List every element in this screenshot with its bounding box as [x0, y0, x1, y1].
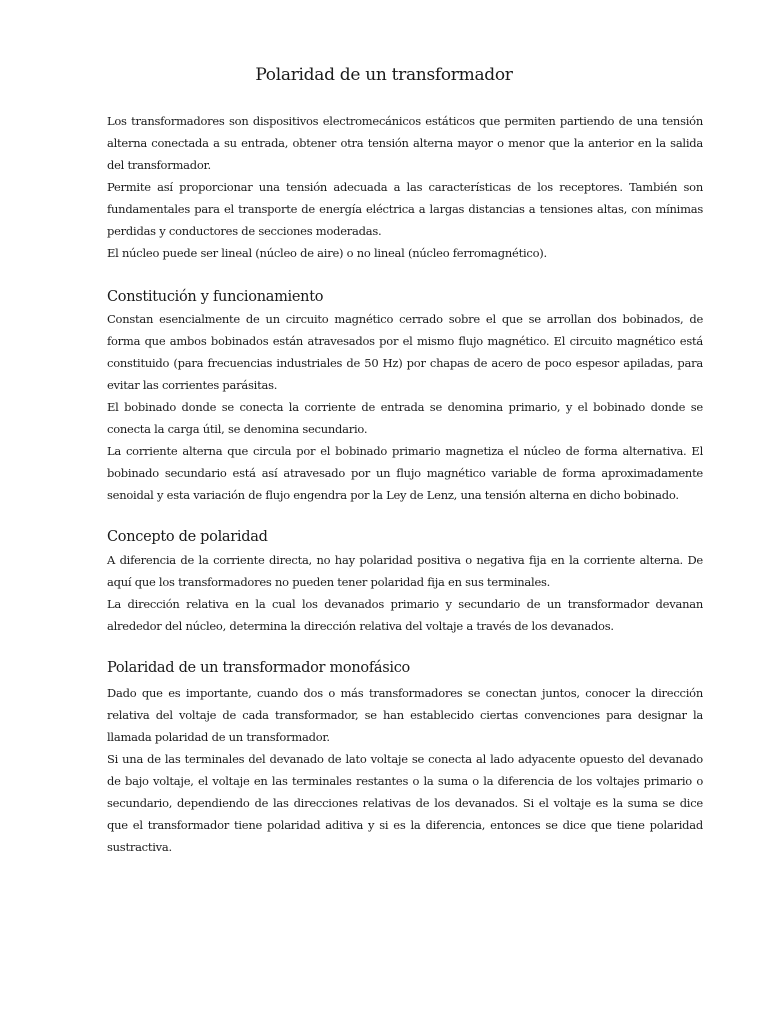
concepto-paragraph-1: A diferencia de la corriente directa, no hay polaridad positiva o negativa fija en la corriente alterna. De aquí que los transformadores no pueden tener polaridad fija en sus terminales.	[107, 553, 703, 589]
section-heading-monofasico: Polaridad de un transformador monofásico	[107, 660, 410, 676]
constitucion-paragraph-1: Constan esencialmente de un circuito magnético cerrado sobre el que se arrollan dos bobinados, de forma que ambos bobinados están atravesados por el mismo flujo magnético. El circuito magnético está constituido (para frecuencias industriales de 50 Hz) por chapas de acero de poco espesor apiladas, para evitar las corrientes parásitas.	[107, 312, 703, 392]
section-heading-concepto: Concepto de polaridad	[107, 529, 268, 545]
constitucion-paragraph-3: La corriente alterna que circula por el bobinado primario magnetiza el núcleo de forma alternativa. El bobinado secundario está así atravesado por un flujo magnético variable de forma aproximadamente senoidal y esta variación de flujo engendra por la Ley de Lenz, una tensión alterna en dicho bobinado.	[107, 444, 703, 502]
intro-paragraph-2: Permite así proporcionar una tensión adecuada a las características de los receptores. También son fundamentales para el transporte de energía eléctrica a largas distancias a tensiones altas, con mínimas perdidas y conductores de secciones moderadas.	[107, 180, 703, 238]
intro-paragraph-1: Los transformadores son dispositivos electromecánicos estáticos que permiten partiendo de una tensión alterna conectada a su entrada, obtener otra tensión alterna mayor o menor que la anterior en la salida del transformador.	[107, 114, 703, 172]
concepto-paragraph-2: La dirección relativa en la cual los devanados primario y secundario de un transformador devanan alrededor del núcleo, determina la dirección relativa del voltaje a través de los devanados.	[107, 597, 703, 633]
constitucion-paragraph-2: El bobinado donde se conecta la corriente de entrada se denomina primario, y el bobinado donde se conecta la carga útil, se denomina secundario.	[107, 400, 703, 436]
monofasico-paragraph-1: Dado que es importante, cuando dos o más transformadores se conectan juntos, conocer la dirección relativa del voltaje de cada transformador, se han establecido ciertas convenciones para designar la llamada polaridad de un transformador.	[107, 686, 703, 744]
document-title: Polaridad de un transformador	[255, 65, 513, 85]
intro-paragraph-3: El núcleo puede ser lineal (núcleo de aire) o no lineal (núcleo ferromagnético).	[107, 246, 547, 260]
section-heading-constitucion: Constitución y funcionamiento	[107, 289, 324, 305]
monofasico-paragraph-2: Si una de las terminales del devanado de lato voltaje se conecta al lado adyacente opuesto del devanado de bajo voltaje, el voltaje en las terminales restantes o la suma o la diferencia de los voltajes primario o secundario, dependiendo de las direcciones relativas de los devanados. Si el voltaje es la suma se dice que el transformador tiene polaridad aditiva y si es la diferencia, entonces se dice que tiene polaridad sustractiva.	[107, 752, 703, 854]
